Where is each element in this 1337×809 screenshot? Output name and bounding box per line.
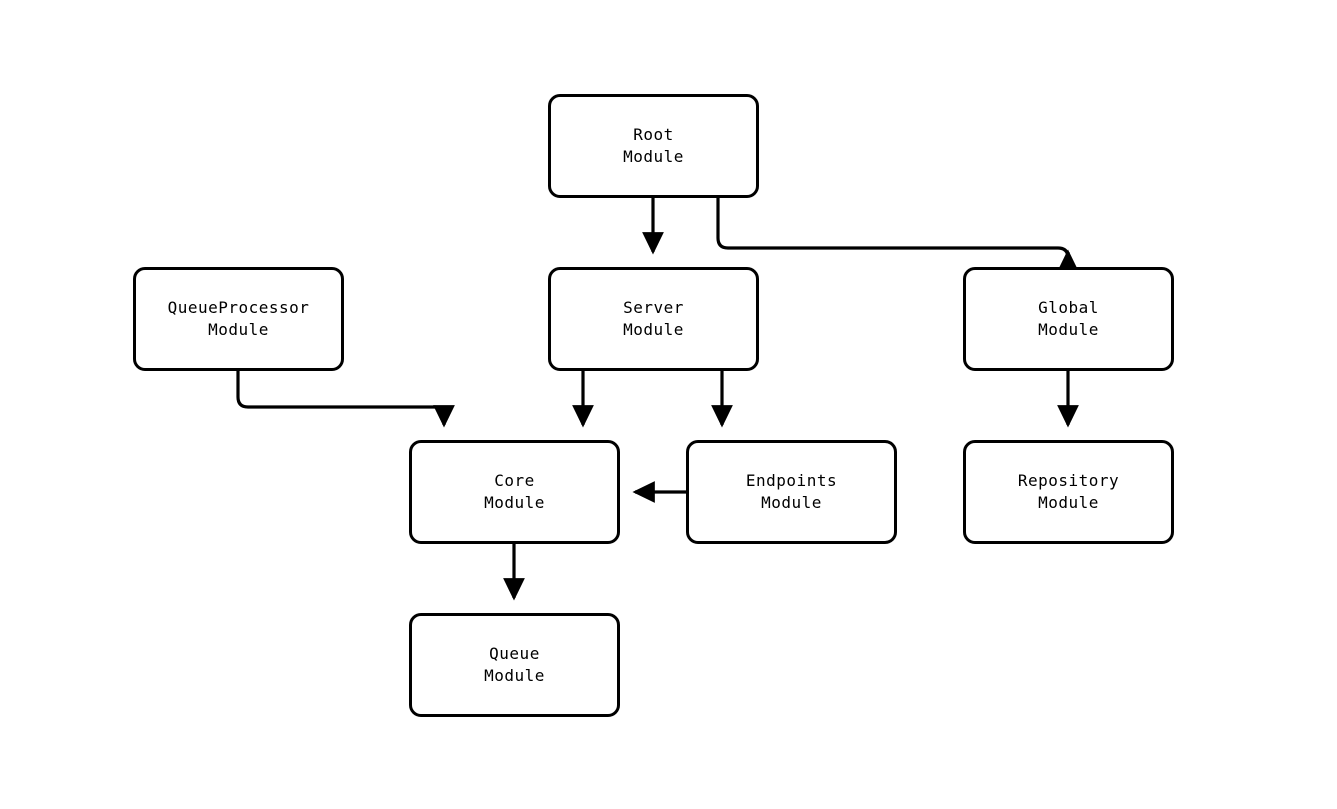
node-label-line2: Module: [484, 666, 545, 685]
node-queue-module[interactable]: [409, 613, 620, 717]
node-label-line1: Endpoints: [745, 471, 838, 490]
node-label-line1: Root: [633, 125, 674, 144]
node-label-line2: Module: [623, 320, 684, 339]
node-label-line1: Core: [494, 471, 535, 490]
node-label-line1: Server: [623, 298, 684, 317]
node-label-line1: Queue: [489, 644, 540, 663]
node-root-module[interactable]: [548, 94, 759, 198]
node-repository-module[interactable]: [963, 440, 1174, 544]
node-label-line2: Module: [484, 493, 545, 512]
node-label-line2: Module: [1038, 320, 1099, 339]
node-label-line2: Module: [623, 147, 684, 166]
node-queueprocessor-module[interactable]: [133, 267, 344, 371]
node-label-line2: Module: [208, 320, 269, 339]
node-server-module[interactable]: [548, 267, 759, 371]
node-endpoints-module[interactable]: [686, 440, 897, 544]
edge-root-to-global: [718, 198, 1068, 258]
node-label-line1: Repository: [1017, 471, 1120, 490]
node-label-line2: Module: [1038, 493, 1099, 512]
node-label-line2: Module: [761, 493, 822, 512]
node-label-line1: Global: [1038, 298, 1099, 317]
node-global-module[interactable]: [963, 267, 1174, 371]
node-core-module[interactable]: [409, 440, 620, 544]
edge-queueprocessor-to-core: [238, 371, 444, 425]
node-label-line1: QueueProcessor: [167, 298, 310, 317]
